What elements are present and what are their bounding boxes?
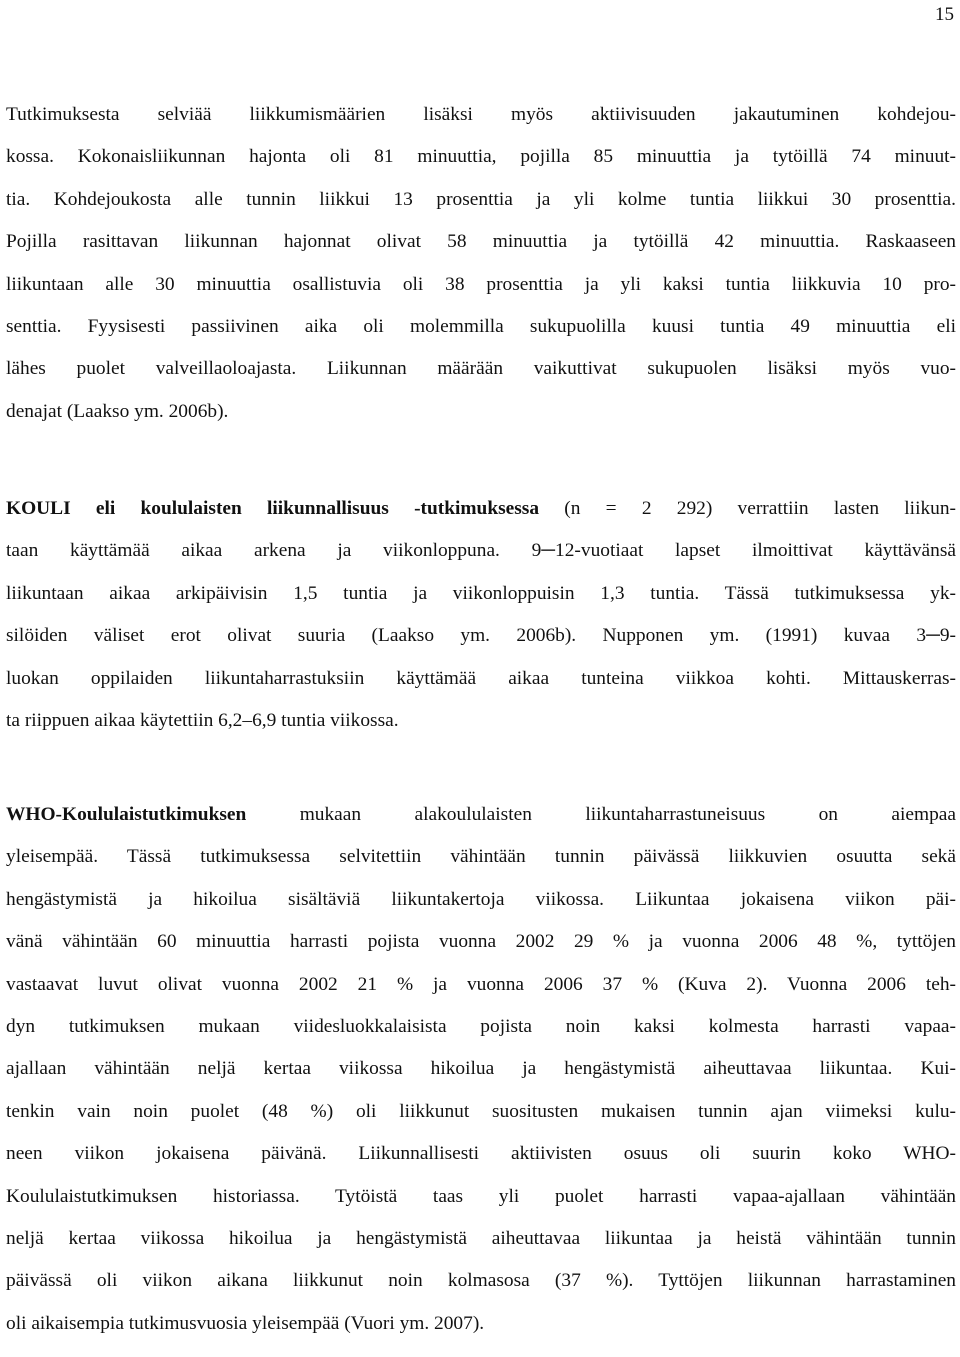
text-line: Tutkimuksesta selviää liikkumismäärien lisäksi myös aktiivisuuden jakautuminen kohdejou- [6, 104, 956, 125]
text-line [6, 794, 956, 836]
study-name-bold: KOULI eli koululaisten liikunnallisuus -tutkimuksessa [6, 498, 540, 519]
paragraph-activity-distribution [6, 94, 956, 433]
paragraph-kouli-study [6, 488, 956, 742]
text-line: yleisempää. Tässä tutkimuksessa selvitettiin vähintään tunnin päivässä liikkuvien osuutta sekä [6, 846, 956, 868]
text-line: tenkin vain noin puolet (48 %) oli liikkunut suositusten mukaisen tunnin ajan viimeksi kulu- [6, 1100, 956, 1122]
text-line: vänä vähintään 60 minuuttia harrasti pojista vuonna 2002 29 % ja vuonna 2006 48 %, tyttöjen [6, 931, 956, 953]
text-line: luokan oppilaiden liikuntaharrastuksiin käyttämää aikaa tunteina viikkoa kohti. Mittauskerras- [6, 667, 956, 689]
text-line [6, 488, 956, 530]
text-line: päivässä oli viikon aikana liikkunut noin kolmasosa (37 %). Tyttöjen liikunnan harrastaminen [6, 1270, 956, 1292]
text-line: hengästymistä ja hikoilua sisältäviä liikuntakertoja viikossa. Liikuntaa jokaisena viikon päi- [6, 888, 956, 910]
paragraph-who-study [6, 794, 956, 1345]
text-line: Koululaistutkimuksen historiassa. Tytöistä taas yli puolet harrasti vapaa-ajallaan vähintään [6, 1185, 956, 1207]
text-line: lähes puolet valveillaoloajasta. Liikunnan määrään vaikuttivat sukupuolen lisäksi myös vuo- [6, 358, 956, 380]
text-line: liikuntaan alle 30 minuuttia osallistuvia oli 38 prosenttia ja yli kaksi tuntia liikkuvia 10 pro- [6, 273, 956, 295]
text-line: taan käyttämää aikaa arkena ja viikonloppuna. 9─12-vuotiaat lapset ilmoittivat käyttävänsä [6, 540, 956, 562]
text-line: silöiden väliset erot olivat suuria (Laakso ym. 2006b). Nupponen ym. (1991) kuvaa 3─9- [6, 625, 956, 647]
text-line: ajallaan vähintään neljä kertaa viikossa hikoilua ja hengästymistä aiheuttavaa liikuntaa. Kui- [6, 1058, 956, 1080]
text-line: senttia. Fyysisesti passiivinen aika oli molemmilla sukupuolilla kuusi tuntia 49 minuuttia eli [6, 316, 956, 338]
text-line: oli aikaisempia tutkimusvuosia yleisempää (Vuori ym. 2007). [6, 1312, 485, 1334]
page-number: 15 [935, 4, 954, 25]
text-line: denajat (Laakso ym. 2006b). [6, 400, 229, 422]
text-line: neljä kertaa viikossa hikoilua ja hengästymistä aiheuttavaa liikuntaa ja heistä vähintään tunnin [6, 1228, 956, 1250]
text-line: Pojilla rasittavan liikunnan hajonnat olivat 58 minuuttia ja tytöillä 42 minuuttia. Raskaaseen [6, 231, 956, 253]
text-line: vastaavat luvut olivat vuonna 2002 21 % ja vuonna 2006 37 % (Kuva 2). Vuonna 2006 teh- [6, 973, 956, 995]
text-line: ta riippuen aikaa käytettiin 6,2–6,9 tuntia viikossa. [6, 710, 399, 732]
text-fragment: mukaan alakoululaisten liikuntaharrastuneisuus on aiempaa [246, 804, 956, 825]
text-line: neen viikon jokaisena päivänä. Liikunnallisesti aktiivisten osuus oli suurin koko WHO- [6, 1143, 956, 1165]
text-fragment: (n = 2 292) verrattiin lasten liikun- [539, 498, 956, 519]
study-name-bold: WHO-Koululaistutkimuksen [6, 804, 247, 825]
text-line: tia. Kohdejoukosta alle tunnin liikkui 13 prosenttia ja yli kolme tuntia liikkui 30 prosenttia. [6, 188, 956, 210]
text-line: dyn tutkimuksen mukaan viidesluokkalaisista pojista noin kaksi kolmesta harrasti vapaa- [6, 1016, 956, 1038]
text-line: liikuntaan aikaa arkipäivisin 1,5 tuntia ja viikonloppuisin 1,3 tuntia. Tässä tutkimuksessa yk- [6, 582, 956, 604]
text-line: kossa. Kokonaisliikunnan hajonta oli 81 minuuttia, pojilla 85 minuuttia ja tytöillä 74 minuut- [6, 146, 956, 168]
